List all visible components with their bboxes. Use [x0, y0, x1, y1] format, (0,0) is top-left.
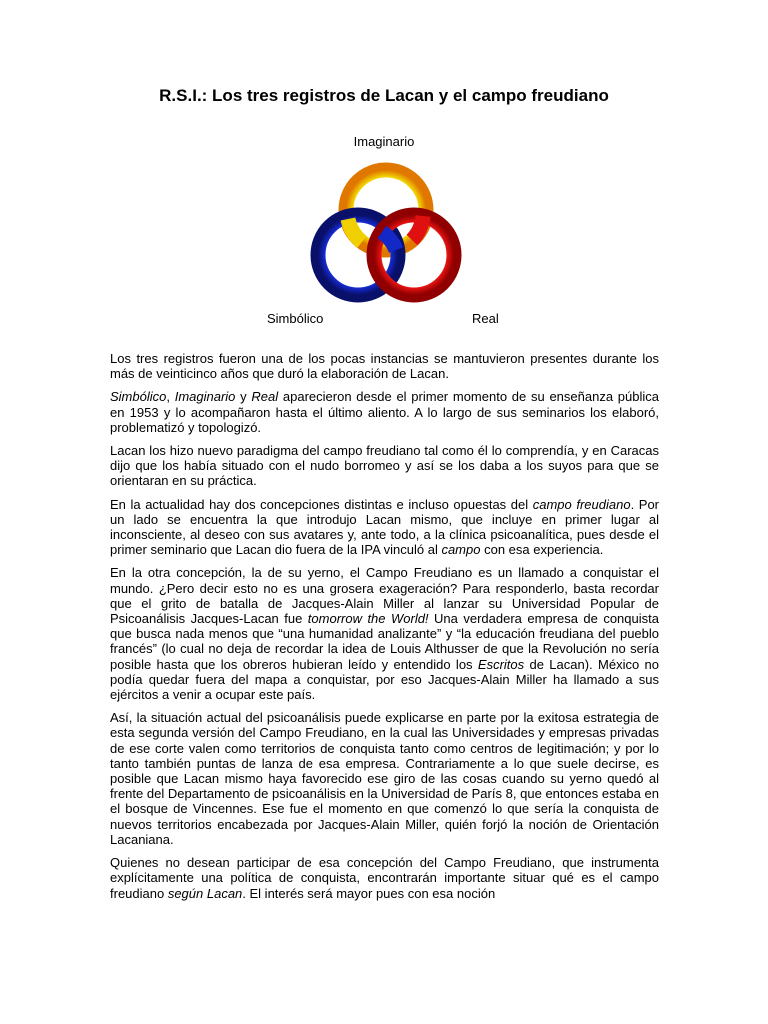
paragraph-6: [110, 710, 659, 847]
paragraph-2: [110, 389, 659, 435]
text-run: Quienes no desean participar de esa concepción del Campo Freudiano, que instrumenta explícitamente una política de conquista, encontrarán importante situar qué es el campo freudiano: [110, 855, 659, 901]
italic-run: Real: [251, 389, 279, 405]
label-simbolico: Simbólico: [267, 311, 324, 326]
borromean-rings-image: [306, 158, 466, 303]
text-run: Así, la situación actual del psicoanálisis puede explicarse en parte por la exitosa estrategia de esta segunda versión del Campo Freudiano, en la cual las Universidades y empresas privadas de ese corte valen como territorios de conquista tanto como centros de legitimación; y por lo tanto también puntas de lanza de esa empresa. Contrariamente a lo que suele decirse, es posible que Lacan mismo haya favorecido ese giro de las cosas cuando su yerno quedó al frente del Departamento de psicoanálisis en la Universidad de París 8, que entonces estaba en el bosque de Vincennes. Ese fue el momento en que comenzó lo que sería la conquista de nuevos territorios encabezada por Jacques-Alain Miller, quién forjó la noción de Orientación Lacaniana.: [110, 710, 659, 847]
text-run: aparecieron desde el primer momento de su enseñanza pública en 1953 y lo acompañaron hasta el último aliento. A lo largo de sus seminarios los elaboró, problematizó y topologizó.: [110, 389, 659, 435]
paragraph-3: [110, 443, 659, 489]
label-imaginario: Imaginario: [353, 134, 415, 149]
text-run: . Por un lado se encuentra la que introdujo Lacan mismo, que incluye en primer lugar al inconsciente, al deseo con sus avatares y, ante todo, a la clínica psicoanalítica, pues desde el primer seminario que Lacan dio fuera de la IPA vinculó al: [110, 496, 659, 558]
paragraph-4: [110, 497, 659, 558]
paragraph-1: [110, 351, 659, 381]
document-title: R.S.I.: Los tres registros de Lacan y el campo freudiano: [159, 86, 609, 105]
text-run: con esa experiencia.: [480, 542, 604, 558]
paragraph-5: [110, 565, 659, 702]
document-body: [110, 351, 659, 909]
italic-run: campo freudiano: [532, 496, 631, 512]
text-run: Una verdadera empresa de conquista que busca nada menos que “una humanidad analizante” y “la educación freudiana del pueblo francés” (lo cual no deja de recordar la idea de Louis Althusser de que la Revolución no sería posible hasta que los obreros hubieran leído y entendido los: [110, 611, 659, 672]
paragraph-7: [110, 855, 659, 901]
text-run: de Lacan). México no podía quedar fuera del mapa a conquistar, por eso Jacques-Alain Miller ha llamado a sus ejércitos a venir a ocupar este país.: [110, 656, 659, 703]
italic-run: Simbólico: [110, 389, 167, 405]
text-run: ,: [166, 389, 175, 405]
italic-run: Escritos: [477, 656, 525, 672]
borromean-diagram: [0, 130, 768, 340]
text-run: Lacan los hizo nuevo paradigma del campo freudiano tal como él lo comprendía, y en Caracas dijo que los había situado con el nudo borromeo y así se los daba a los suyos para que se orientaran en su práctica.: [110, 443, 659, 489]
text-run: . El interés será mayor pues con esa noción: [242, 885, 496, 901]
italic-run: tomorrow the World!: [307, 611, 429, 627]
italic-run: campo: [441, 542, 481, 558]
text-run: En la otra concepción, la de su yerno, el Campo Freudiano es un llamado a conquistar el mundo. ¿Pero decir esto no es una grosera exageración? Para responderlo, basta recordar que el grito de batalla de Jacques-Alain Miller al lanzar su Universidad Popular de Psicoanálisis Jacques-Lacan fue: [110, 565, 659, 627]
italic-run: según Lacan: [167, 885, 243, 901]
italic-run: Imaginario: [174, 389, 236, 405]
text-run: En la actualidad hay dos concepciones distintas e incluso opuestas del: [110, 496, 533, 512]
text-run: Los tres registros fueron una de los pocas instancias se mantuvieron presentes durante los más de veinticinco años que duró la elaboración de Lacan.: [110, 351, 659, 382]
label-real: Real: [472, 311, 499, 326]
text-run: y: [235, 389, 252, 405]
